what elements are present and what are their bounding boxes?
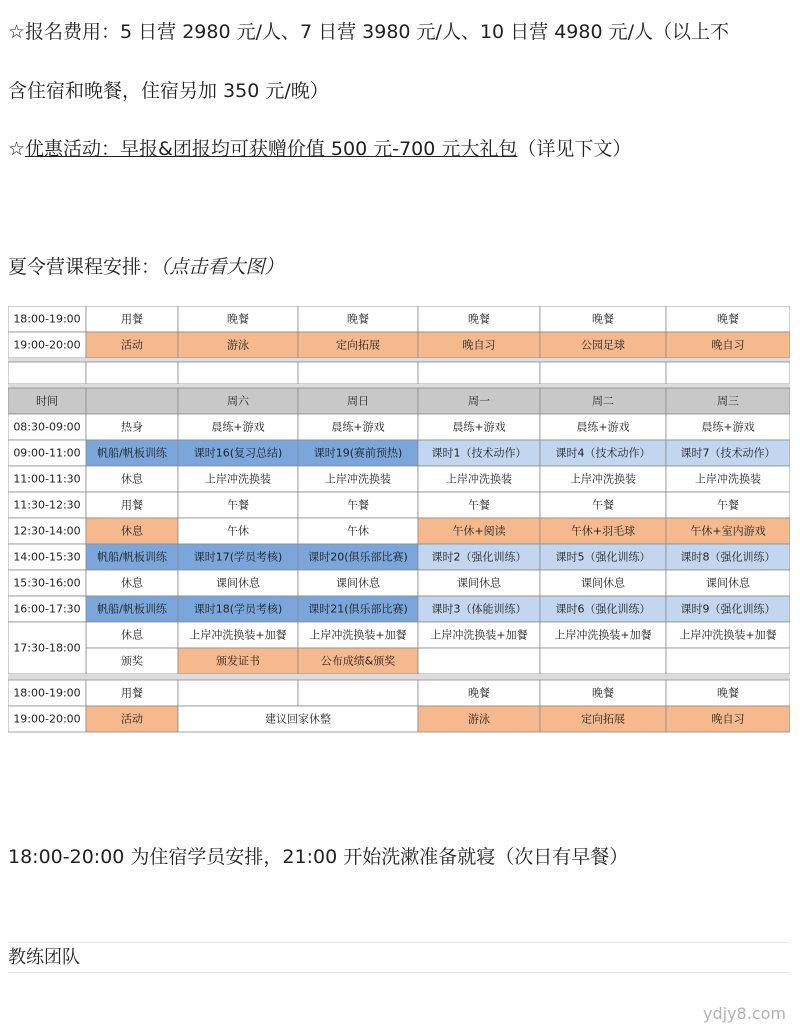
row8-c4-text: 上岸冲洗换装+加餐 <box>679 628 777 642</box>
row4-c1-text: 午休 <box>347 524 369 538</box>
row5-c3-text: 课时5（强化训练） <box>555 550 651 564</box>
row2-c3-text: 上岸冲洗换装 <box>570 472 636 486</box>
row1-c3-text: 课时4（技术动作） <box>555 446 651 460</box>
row3-time-text: 11:30-12:30 <box>13 498 81 512</box>
row2-c4-text: 上岸冲洗换装 <box>695 472 761 486</box>
row2-time-text: 11:00-11:30 <box>13 472 81 486</box>
bottom-r0-c3-text: 晚餐 <box>592 686 614 700</box>
fee-line-2: 含住宿和晚餐，住宿另加 350 元/晚） <box>8 80 329 102</box>
row4-c3-text: 午休+羽毛球 <box>570 524 636 538</box>
top-r1-c1-text: 定向拓展 <box>336 338 380 352</box>
row3-c3-text: 午餐 <box>592 498 614 512</box>
row6-c2-text: 课间休息 <box>457 576 501 590</box>
header-col-0-text: 时间 <box>36 394 58 408</box>
top-r1-c2-text: 晚自习 <box>462 338 496 352</box>
schedule-heading-label: 夏令营课程安排： <box>8 256 161 278</box>
bottom-r0-c0-cell <box>178 680 298 706</box>
bottom-r1-c2-text: 晚自习 <box>711 712 745 726</box>
row0-c0-text: 晨练+游戏 <box>211 420 265 434</box>
row1-c0-text: 课时16(复习总结) <box>193 446 283 460</box>
header-col-5-text: 周二 <box>592 394 614 408</box>
row2-c2-text: 上岸冲洗换装 <box>446 472 512 486</box>
top-r0-c0-text: 晚餐 <box>227 312 249 326</box>
row6-c0-text: 课间休息 <box>216 576 260 590</box>
top-r0-c4-text: 晚餐 <box>717 312 739 326</box>
separator-band-3 <box>8 674 790 680</box>
row6-c1-text: 课间休息 <box>336 576 380 590</box>
merged-time-text: 17:30-18:00 <box>13 641 81 655</box>
bottom-label-1-text: 活动 <box>121 712 143 726</box>
bottom-label-0-text: 用餐 <box>121 686 143 700</box>
top-r1-c0-text: 游泳 <box>227 338 249 352</box>
row5-c2-text: 课时2（强化训练） <box>431 550 527 564</box>
top-time-0-text: 18:00-19:00 <box>13 312 81 326</box>
row1-c4-text: 课时7（技术动作） <box>680 446 776 460</box>
spacer-c4-cell <box>418 362 540 384</box>
row7-c4-text: 课时9（强化训练） <box>680 602 776 616</box>
bottom-r1-c0-text: 游泳 <box>468 712 490 726</box>
star-bullet: ☆ <box>8 138 26 160</box>
coach-team-label: 教练团队 <box>8 947 80 968</box>
row4-time-text: 12:30-14:00 <box>13 524 81 538</box>
watermark: ydjy8.com <box>703 1004 786 1023</box>
row1-label-text: 帆船/帆板训练 <box>97 446 167 460</box>
row8-label-text: 休息 <box>121 628 143 642</box>
separator-band-2 <box>8 384 790 388</box>
row4-c0-text: 午休 <box>227 524 249 538</box>
row9-label-text: 颁奖 <box>121 654 143 668</box>
row8-c1-text: 上岸冲洗换装+加餐 <box>309 628 407 642</box>
spacer-c6-cell <box>666 362 790 384</box>
row6-time-text: 15:30-16:00 <box>13 576 81 590</box>
row5-c0-text: 课时17(学员考核) <box>193 550 283 564</box>
bottom-time-0-text: 18:00-19:00 <box>13 686 81 700</box>
top-label-0-text: 用餐 <box>121 312 143 326</box>
header-col-2-text: 周六 <box>227 394 249 408</box>
row2-label-text: 休息 <box>121 472 143 486</box>
top-r0-c3-text: 晚餐 <box>592 312 614 326</box>
row7-c1-text: 课时21(俱乐部比赛) <box>308 602 408 616</box>
row0-c2-text: 晨练+游戏 <box>452 420 506 434</box>
row6-c4-text: 课间休息 <box>706 576 750 590</box>
row8-c2-text: 上岸冲洗换装+加餐 <box>430 628 528 642</box>
view-large-image-link[interactable]: （点击看大图） <box>160 256 284 278</box>
row8-c0-text: 上岸冲洗换装+加餐 <box>189 628 287 642</box>
promo-link[interactable]: 优惠活动：早报&团报均可获赠价值 500 元-700 元大礼包 <box>25 138 518 160</box>
row7-c0-text: 课时18(学员考核) <box>193 602 283 616</box>
promo-tail: （详见下文） <box>517 138 632 160</box>
row4-label-text: 休息 <box>121 524 143 538</box>
fee-line-1: ☆报名费用：5 日营 2980 元/人、7 日营 3980 元/人、10 日营 4980 元/人（以上不 <box>8 21 730 43</box>
row4-c2-text: 午休+阅读 <box>452 524 506 538</box>
row1-c1-text: 课时19(赛前预热) <box>313 446 403 460</box>
bottom-r0-c1-cell <box>298 680 418 706</box>
divider-top <box>8 942 790 943</box>
row9-c0-text: 颁发证书 <box>216 654 260 668</box>
bottom-r0-c2-text: 晚餐 <box>468 686 490 700</box>
row9-c2-cell <box>418 648 540 674</box>
header-col-1-cell <box>86 388 178 414</box>
row3-label-text: 用餐 <box>121 498 143 512</box>
row0-c1-text: 晨练+游戏 <box>331 420 385 434</box>
bottom-time-1-text: 19:00-20:00 <box>13 712 81 726</box>
separator-band-1 <box>8 358 790 362</box>
accommodation-note: 18:00-20:00 为住宿学员安排，21:00 开始洗漱准备就寝（次日有早餐） <box>8 846 629 868</box>
top-r0-c2-text: 晚餐 <box>468 312 490 326</box>
row2-c1-text: 上岸冲洗换装 <box>325 472 391 486</box>
row7-c2-text: 课时3（体能训练） <box>431 602 527 616</box>
top-label-1-text: 活动 <box>121 338 143 352</box>
top-r1-c4-text: 晚自习 <box>711 338 745 352</box>
row3-c4-text: 午餐 <box>717 498 739 512</box>
row0-c3-text: 晨练+游戏 <box>576 420 630 434</box>
spacer-c5-cell <box>540 362 666 384</box>
spacer-c0-cell <box>8 362 86 384</box>
row5-time-text: 14:00-15:30 <box>13 550 81 564</box>
row3-c1-text: 午餐 <box>347 498 369 512</box>
bottom-r1-c1-text: 定向拓展 <box>581 712 625 726</box>
row3-c0-text: 午餐 <box>227 498 249 512</box>
header-col-3-text: 周日 <box>347 394 369 408</box>
row9-c3-cell <box>540 648 666 674</box>
row2-c0-text: 上岸冲洗换装 <box>205 472 271 486</box>
spacer-c1-cell <box>86 362 178 384</box>
header-col-6-text: 周三 <box>717 394 739 408</box>
header-col-4-text: 周一 <box>468 394 490 408</box>
top-r0-c1-text: 晚餐 <box>347 312 369 326</box>
spacer-c2-cell <box>178 362 298 384</box>
schedule-table-image[interactable] <box>8 306 790 753</box>
row7-label-text: 帆船/帆板训练 <box>97 602 167 616</box>
top-time-1-text: 19:00-20:00 <box>13 338 81 352</box>
row0-c4-text: 晨练+游戏 <box>701 420 755 434</box>
divider-bottom <box>8 972 790 973</box>
row9-c1-text: 公布成绩&颁奖 <box>320 654 396 668</box>
row1-c2-text: 课时1（技术动作） <box>431 446 527 460</box>
schedule-heading <box>8 255 284 279</box>
row4-c4-text: 午休+室内游戏 <box>690 524 766 538</box>
row9-c4-cell <box>666 648 790 674</box>
bottom-merged-text: 建议回家休整 <box>265 712 331 726</box>
schedule-table <box>8 306 790 753</box>
row0-time-text: 08:30-09:00 <box>13 420 81 434</box>
spacer-c3-cell <box>298 362 418 384</box>
row6-c3-text: 课间休息 <box>581 576 625 590</box>
row0-label-text: 热身 <box>121 420 143 434</box>
bottom-r0-c4-text: 晚餐 <box>717 686 739 700</box>
row1-time-text: 09:00-11:00 <box>13 446 81 460</box>
row7-time-text: 16:00-17:30 <box>13 602 81 616</box>
promo-line <box>8 137 631 161</box>
row3-c2-text: 午餐 <box>468 498 490 512</box>
row7-c3-text: 课时6（强化训练） <box>555 602 651 616</box>
row6-label-text: 休息 <box>121 576 143 590</box>
row5-label-text: 帆船/帆板训练 <box>97 550 167 564</box>
row5-c1-text: 课时20(俱乐部比赛) <box>308 550 408 564</box>
top-r1-c3-text: 公园足球 <box>581 338 625 352</box>
row8-c3-text: 上岸冲洗换装+加餐 <box>554 628 652 642</box>
row5-c4-text: 课时8（强化训练） <box>680 550 776 564</box>
